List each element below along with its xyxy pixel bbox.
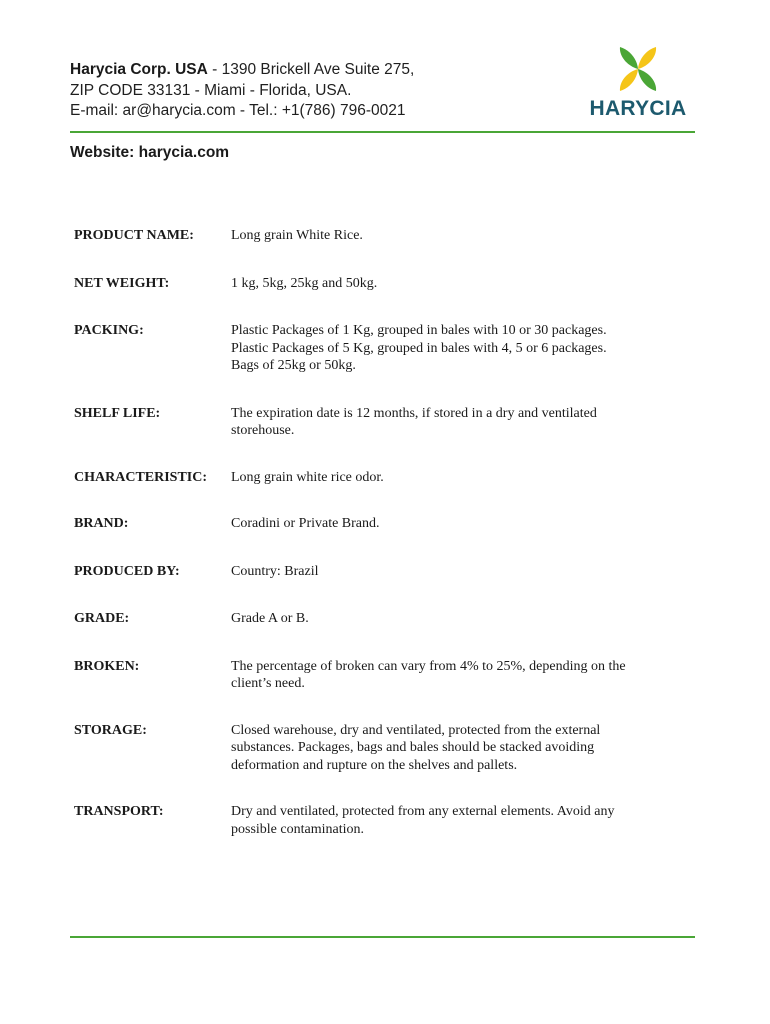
address-line-1: - 1390 Brickell Ave Suite 275, xyxy=(207,61,415,78)
spec-value-line: Plastic Packages of 5 Kg, grouped in bales with 4, 5 or 6 packages. xyxy=(231,340,607,356)
spec-value xyxy=(231,563,694,581)
spec-label: SHELF LIFE: xyxy=(74,405,161,421)
spec-value-line: possible contamination. xyxy=(231,821,364,837)
spec-row xyxy=(74,803,694,838)
spec-value xyxy=(231,275,694,293)
footer-divider xyxy=(70,936,695,938)
spec-value xyxy=(231,722,694,775)
product-spec-table xyxy=(74,227,694,838)
spec-row xyxy=(74,658,694,693)
harycia-logo xyxy=(585,45,691,121)
spec-row xyxy=(74,610,694,628)
spec-value-line: 1 kg, 5kg, 25kg and 50kg. xyxy=(231,275,378,291)
letterhead xyxy=(70,60,695,133)
spec-value-line: Long grain White Rice. xyxy=(231,228,363,243)
contact-line: E-mail: ar@harycia.com - Tel.: +1(786) 796-0021 xyxy=(70,102,406,119)
spec-label: PRODUCED BY: xyxy=(74,563,180,579)
logo-wordmark: HARYCIA xyxy=(589,97,687,120)
spec-value-line: Closed warehouse, dry and ventilated, protected from the external xyxy=(231,722,601,738)
spec-label: BRAND: xyxy=(74,516,129,531)
spec-row xyxy=(74,469,694,487)
spec-value-line: deformation and rupture on the shelves and pallets. xyxy=(231,757,518,773)
spec-value-line: Long grain white rice odor. xyxy=(231,469,384,485)
spec-row xyxy=(74,322,694,375)
spec-row xyxy=(74,722,694,775)
spec-value xyxy=(231,469,694,487)
spec-row xyxy=(74,563,694,581)
spec-value-line: The expiration date is 12 months, if stored in a dry and ventilated xyxy=(231,405,597,421)
spec-row xyxy=(74,227,694,245)
spec-row xyxy=(74,515,694,533)
spec-value-line: Plastic Packages of 1 Kg, grouped in bales with 10 or 30 packages. xyxy=(231,323,607,338)
company-name: Harycia Corp. USA xyxy=(70,61,208,78)
spec-value-line: client’s need. xyxy=(231,676,305,691)
spec-value xyxy=(231,322,694,375)
spec-value-line: Grade A or B. xyxy=(231,611,309,626)
spec-label: PRODUCT NAME: xyxy=(74,228,194,243)
spec-value-line: substances. Packages, bags and bales should be stacked avoiding xyxy=(231,740,595,755)
spec-label: PACKING: xyxy=(74,323,144,338)
spec-value xyxy=(231,515,694,533)
header-divider xyxy=(70,131,695,133)
spec-value-line: Dry and ventilated, protected from any external elements. Avoid any xyxy=(231,804,615,819)
spec-value-line: Coradini or Private Brand. xyxy=(231,516,380,531)
spec-label: TRANSPORT: xyxy=(74,804,164,819)
leaf-x-icon xyxy=(614,45,662,93)
spec-label: BROKEN: xyxy=(74,658,140,674)
spec-row xyxy=(74,405,694,440)
spec-label: STORAGE: xyxy=(74,722,147,738)
spec-row xyxy=(74,275,694,293)
spec-value-line: Country: Brazil xyxy=(231,563,319,579)
spec-label: GRADE: xyxy=(74,611,130,626)
address-line-2: ZIP CODE 33131 - Miami - Florida, USA. xyxy=(70,81,352,99)
spec-label: CHARACTERISTIC: xyxy=(74,469,208,485)
spec-value-line: Bags of 25kg or 50kg. xyxy=(231,358,356,373)
spec-label: NET WEIGHT: xyxy=(74,275,170,291)
spec-value xyxy=(231,405,694,440)
spec-value xyxy=(231,227,694,245)
website-line: Website: harycia.com xyxy=(70,144,230,161)
spec-value xyxy=(231,658,694,693)
spec-value xyxy=(231,610,694,628)
spec-value xyxy=(231,803,694,838)
spec-value-line: The percentage of broken can vary from 4% to 25%, depending on the xyxy=(231,658,626,674)
spec-value-line: storehouse. xyxy=(231,423,295,438)
